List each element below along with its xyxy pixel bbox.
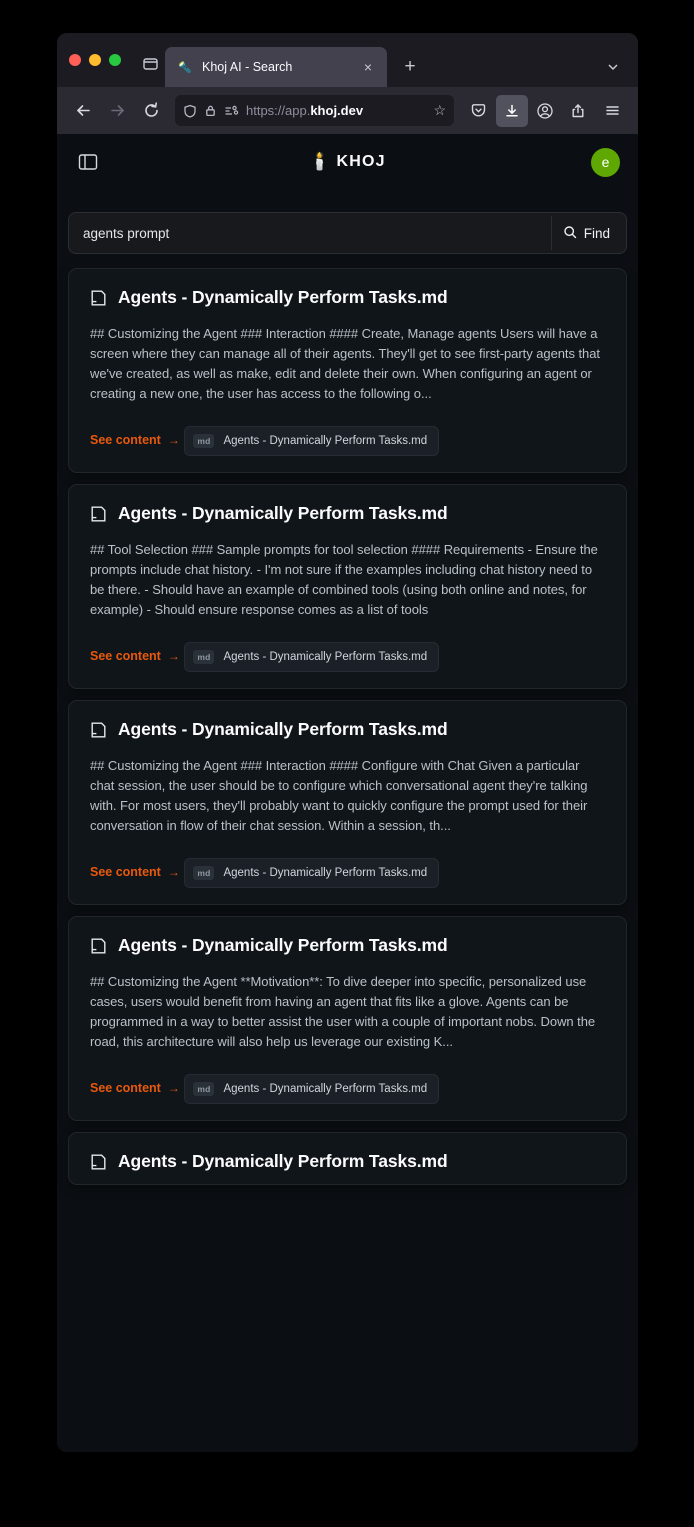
list-all-tabs-icon[interactable] bbox=[598, 52, 628, 82]
result-title: Agents - Dynamically Perform Tasks.md bbox=[118, 935, 448, 955]
arrow-right-icon: → bbox=[167, 433, 180, 447]
result-header bbox=[90, 1151, 605, 1172]
result-snippet: ## Customizing the Agent ### Interaction #### Configure with Chat Given a particular chat session, the user should be to configure which conversational agent they're talking with. For most users, they'll probably want to quickly configure the prompt used for their conversation in flow of their chat session. Within a session, th... bbox=[90, 758, 588, 833]
minimize-window-button[interactable] bbox=[89, 54, 101, 66]
file-name-label: Agents - Dynamically Perform Tasks.md bbox=[223, 435, 428, 447]
page-content bbox=[57, 134, 638, 1452]
shield-icon[interactable] bbox=[183, 104, 197, 118]
search-icon bbox=[563, 225, 577, 242]
back-button[interactable] bbox=[67, 95, 99, 127]
see-content-label: See content bbox=[90, 1081, 161, 1095]
file-name-label: Agents - Dynamically Perform Tasks.md bbox=[223, 867, 428, 879]
close-window-button[interactable] bbox=[69, 54, 81, 66]
sidebar-toggle-icon[interactable] bbox=[75, 151, 101, 173]
close-tab-icon[interactable]: × bbox=[363, 59, 373, 75]
note-icon bbox=[90, 1152, 107, 1171]
file-type-badge: md bbox=[193, 866, 214, 880]
app-header bbox=[57, 134, 638, 190]
see-content-link[interactable] bbox=[90, 649, 180, 663]
menu-icon[interactable] bbox=[596, 95, 628, 127]
result-header bbox=[90, 287, 605, 308]
result-card[interactable] bbox=[68, 484, 627, 689]
url-text[interactable]: https://app.khoj.dev bbox=[246, 103, 364, 118]
file-type-badge: md bbox=[193, 650, 214, 664]
see-content-label: See content bbox=[90, 865, 161, 879]
brand bbox=[57, 152, 638, 172]
brand-name: KHOJ bbox=[336, 153, 386, 170]
avatar[interactable]: e bbox=[591, 148, 620, 177]
source-file-tag[interactable] bbox=[184, 858, 439, 888]
see-content-link[interactable] bbox=[90, 865, 180, 879]
result-snippet: ## Customizing the Agent ### Interaction #### Create, Manage agents Users will have a screen where they can manage all of their agents. They'll get to see first-party agents that we've created, as well as make, edit and delete their own. When configuring an agent or creating a new one, the user has access to the following o... bbox=[90, 326, 600, 401]
search-bar[interactable] bbox=[68, 212, 627, 254]
see-content-label: See content bbox=[90, 433, 161, 447]
source-file-tag[interactable] bbox=[184, 642, 439, 672]
result-title: Agents - Dynamically Perform Tasks.md bbox=[118, 719, 448, 739]
note-icon bbox=[90, 504, 107, 523]
bookmark-star-icon[interactable]: ☆ bbox=[433, 102, 446, 118]
search-results-list bbox=[57, 268, 638, 1451]
browser-window bbox=[57, 33, 638, 1452]
tab-strip bbox=[57, 33, 638, 87]
share-icon[interactable] bbox=[562, 95, 594, 127]
result-card[interactable] bbox=[68, 916, 627, 1121]
reader-view-icon[interactable] bbox=[224, 104, 239, 117]
reload-button[interactable] bbox=[135, 95, 167, 127]
browser-tab[interactable] bbox=[165, 47, 387, 87]
see-content-link[interactable] bbox=[90, 433, 180, 447]
new-tab-button[interactable]: + bbox=[404, 56, 416, 77]
result-card[interactable] bbox=[68, 1132, 627, 1185]
result-title: Agents - Dynamically Perform Tasks.md bbox=[118, 1151, 448, 1171]
navigation-toolbar bbox=[57, 87, 638, 134]
find-button[interactable] bbox=[551, 216, 622, 250]
see-content-label: See content bbox=[90, 649, 161, 663]
khoj-favicon-icon: 🔦 bbox=[178, 61, 192, 74]
tab-overview-icon[interactable] bbox=[135, 48, 165, 78]
arrow-right-icon: → bbox=[167, 1081, 180, 1095]
note-icon bbox=[90, 288, 107, 307]
window-controls bbox=[69, 33, 135, 87]
result-header bbox=[90, 719, 605, 740]
maximize-window-button[interactable] bbox=[109, 54, 121, 66]
arrow-right-icon: → bbox=[167, 649, 180, 663]
result-header bbox=[90, 935, 605, 956]
source-file-tag[interactable] bbox=[184, 1074, 439, 1104]
find-label: Find bbox=[583, 225, 610, 241]
file-type-badge: md bbox=[193, 1082, 214, 1096]
result-snippet: ## Customizing the Agent **Motivation**: To dive deeper into specific, personalized use cases, users would benefit from having an agent that fits like a glove. Agents can be programmed in a way to better assist the user with a couple of important nobs. Down the road, this architecture will also help us leverage our existing K... bbox=[90, 974, 596, 1049]
result-snippet: ## Tool Selection ### Sample prompts for tool selection #### Requirements - Ensure the prompts include chat history. - I'm not sure if the examples including chat history need to be there. - Should have an example of combined tools (using both online and notes, for example) - Should ensure response comes as a list of tools bbox=[90, 542, 598, 617]
address-bar[interactable] bbox=[175, 95, 454, 126]
khoj-lamp-icon: 🕯️ bbox=[309, 152, 331, 171]
source-file-tag[interactable] bbox=[184, 426, 439, 456]
result-header bbox=[90, 503, 605, 524]
account-icon[interactable] bbox=[530, 96, 560, 126]
file-name-label: Agents - Dynamically Perform Tasks.md bbox=[223, 1083, 428, 1095]
lock-icon[interactable] bbox=[204, 104, 217, 117]
forward-button[interactable] bbox=[101, 95, 133, 127]
result-card[interactable] bbox=[68, 700, 627, 905]
see-content-link[interactable] bbox=[90, 1081, 180, 1095]
file-name-label: Agents - Dynamically Perform Tasks.md bbox=[223, 651, 428, 663]
result-title: Agents - Dynamically Perform Tasks.md bbox=[118, 287, 448, 307]
arrow-right-icon: → bbox=[167, 865, 180, 879]
pocket-icon[interactable] bbox=[462, 95, 494, 127]
file-type-badge: md bbox=[193, 434, 214, 448]
result-title: Agents - Dynamically Perform Tasks.md bbox=[118, 503, 448, 523]
note-icon bbox=[90, 936, 107, 955]
note-icon bbox=[90, 720, 107, 739]
search-input[interactable] bbox=[83, 226, 551, 241]
result-card[interactable] bbox=[68, 268, 627, 473]
downloads-icon[interactable] bbox=[496, 95, 528, 127]
tab-title: Khoj AI - Search bbox=[202, 60, 293, 74]
